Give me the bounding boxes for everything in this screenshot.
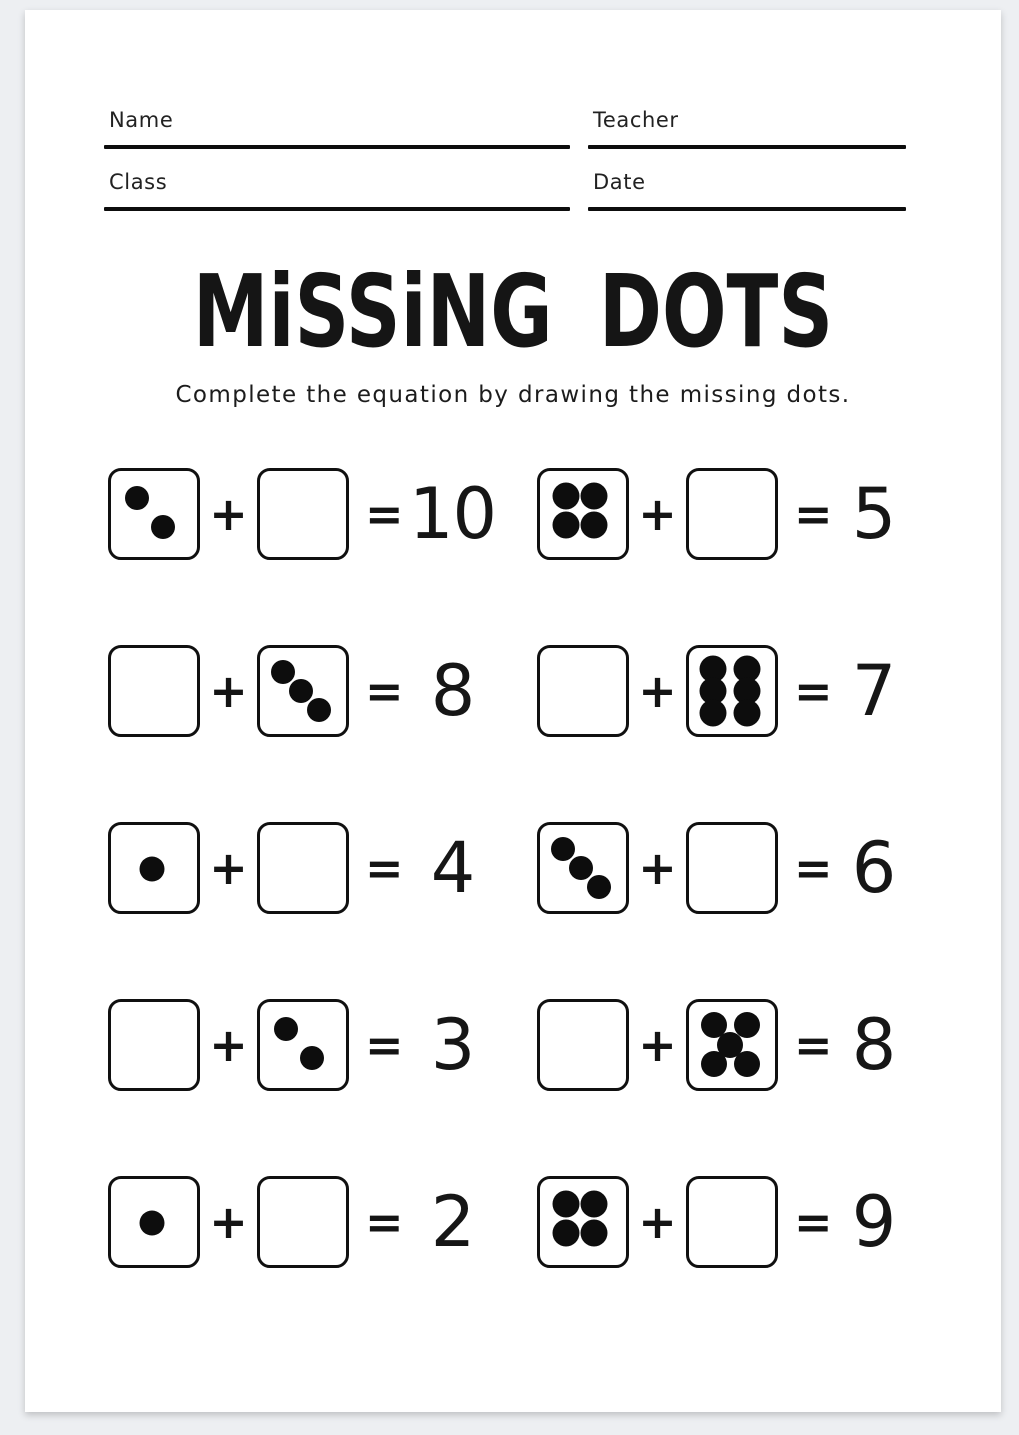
class-field <box>104 170 570 211</box>
answer-box-blank[interactable] <box>257 1176 349 1268</box>
teacher-field <box>588 108 906 149</box>
plus-sign: + <box>638 664 677 718</box>
class-underline[interactable] <box>104 207 570 211</box>
problem-row <box>108 645 988 737</box>
die-box <box>537 822 629 914</box>
equals-sign: = <box>365 1195 404 1249</box>
equation <box>537 999 917 1091</box>
answer-number: 4 <box>430 827 475 909</box>
date-label: Date <box>593 170 646 194</box>
die-box <box>108 1176 200 1268</box>
plus-sign: + <box>209 487 248 541</box>
answer-box-blank[interactable] <box>257 822 349 914</box>
die-box <box>257 999 349 1091</box>
plus-sign: + <box>209 664 248 718</box>
worksheet-title: MiSSiNG DOTS <box>192 253 834 370</box>
die-pip <box>587 875 611 899</box>
die-box <box>686 999 778 1091</box>
die-pip <box>581 482 608 509</box>
answer-number: 9 <box>851 1181 896 1263</box>
answer-box-blank[interactable] <box>686 468 778 560</box>
name-label: Name <box>109 108 174 132</box>
die-box <box>686 645 778 737</box>
name-underline[interactable] <box>104 145 570 149</box>
teacher-label: Teacher <box>593 108 679 132</box>
equals-sign: = <box>794 1018 833 1072</box>
die-pip <box>552 512 579 539</box>
die-pip <box>581 512 608 539</box>
die-pip <box>581 1220 608 1247</box>
answer-number: 7 <box>851 650 896 732</box>
answer-number: 8 <box>851 1004 896 1086</box>
plus-sign: + <box>638 1195 677 1249</box>
date-underline[interactable] <box>588 207 906 211</box>
equation <box>537 822 917 914</box>
problem-row <box>108 999 988 1091</box>
die-pip <box>125 486 149 510</box>
equals-sign: = <box>365 1018 404 1072</box>
worksheet-page <box>25 10 1001 1412</box>
equals-sign: = <box>794 1195 833 1249</box>
equals-sign: = <box>794 487 833 541</box>
die-box <box>108 822 200 914</box>
class-label: Class <box>109 170 168 194</box>
equation <box>108 468 504 560</box>
equation <box>108 1176 504 1268</box>
die-pip <box>734 700 761 727</box>
answer-number: 3 <box>430 1004 475 1086</box>
equation <box>108 822 504 914</box>
die-box <box>108 468 200 560</box>
plus-sign: + <box>209 1018 248 1072</box>
die-pip <box>552 1220 579 1247</box>
name-field <box>104 108 570 149</box>
answer-number: 5 <box>851 473 896 555</box>
equals-sign: = <box>794 664 833 718</box>
die-pip <box>271 660 295 684</box>
die-pip <box>140 1210 165 1235</box>
equation <box>537 645 917 737</box>
problem-row <box>108 822 988 914</box>
die-pip <box>701 1051 727 1077</box>
die-box <box>537 468 629 560</box>
plus-sign: + <box>209 841 248 895</box>
die-pip <box>700 700 727 727</box>
plus-sign: + <box>638 1018 677 1072</box>
answer-box-blank[interactable] <box>108 999 200 1091</box>
answer-number: 6 <box>851 827 896 909</box>
die-pip <box>140 856 165 881</box>
equation <box>537 1176 917 1268</box>
plus-sign: + <box>638 487 677 541</box>
answer-number: 10 <box>408 473 497 555</box>
die-pip <box>289 679 313 703</box>
teacher-underline[interactable] <box>588 145 906 149</box>
die-pip <box>300 1046 324 1070</box>
die-box <box>257 645 349 737</box>
die-pip <box>274 1017 298 1041</box>
equation <box>108 999 504 1091</box>
die-pip <box>307 698 331 722</box>
problem-row <box>108 1176 988 1268</box>
die-pip <box>581 1190 608 1217</box>
plus-sign: + <box>209 1195 248 1249</box>
die-pip <box>551 837 575 861</box>
date-field <box>588 170 906 211</box>
die-pip <box>552 1190 579 1217</box>
answer-box-blank[interactable] <box>537 645 629 737</box>
die-box <box>537 1176 629 1268</box>
answer-number: 8 <box>430 650 475 732</box>
worksheet-subtitle: Complete the equation by drawing the missing dots. <box>175 382 851 408</box>
problems-grid <box>108 468 988 1353</box>
answer-box-blank[interactable] <box>257 468 349 560</box>
die-pip <box>552 482 579 509</box>
die-pip <box>734 1051 760 1077</box>
answer-box-blank[interactable] <box>108 645 200 737</box>
die-pip <box>569 856 593 880</box>
answer-box-blank[interactable] <box>686 1176 778 1268</box>
answer-number: 2 <box>430 1181 475 1263</box>
plus-sign: + <box>638 841 677 895</box>
equation <box>537 468 917 560</box>
die-pip <box>151 515 175 539</box>
problem-row <box>108 468 988 560</box>
equals-sign: = <box>365 841 404 895</box>
equals-sign: = <box>365 487 404 541</box>
answer-box-blank[interactable] <box>686 822 778 914</box>
equation <box>108 645 504 737</box>
equals-sign: = <box>365 664 404 718</box>
equals-sign: = <box>794 841 833 895</box>
answer-box-blank[interactable] <box>537 999 629 1091</box>
